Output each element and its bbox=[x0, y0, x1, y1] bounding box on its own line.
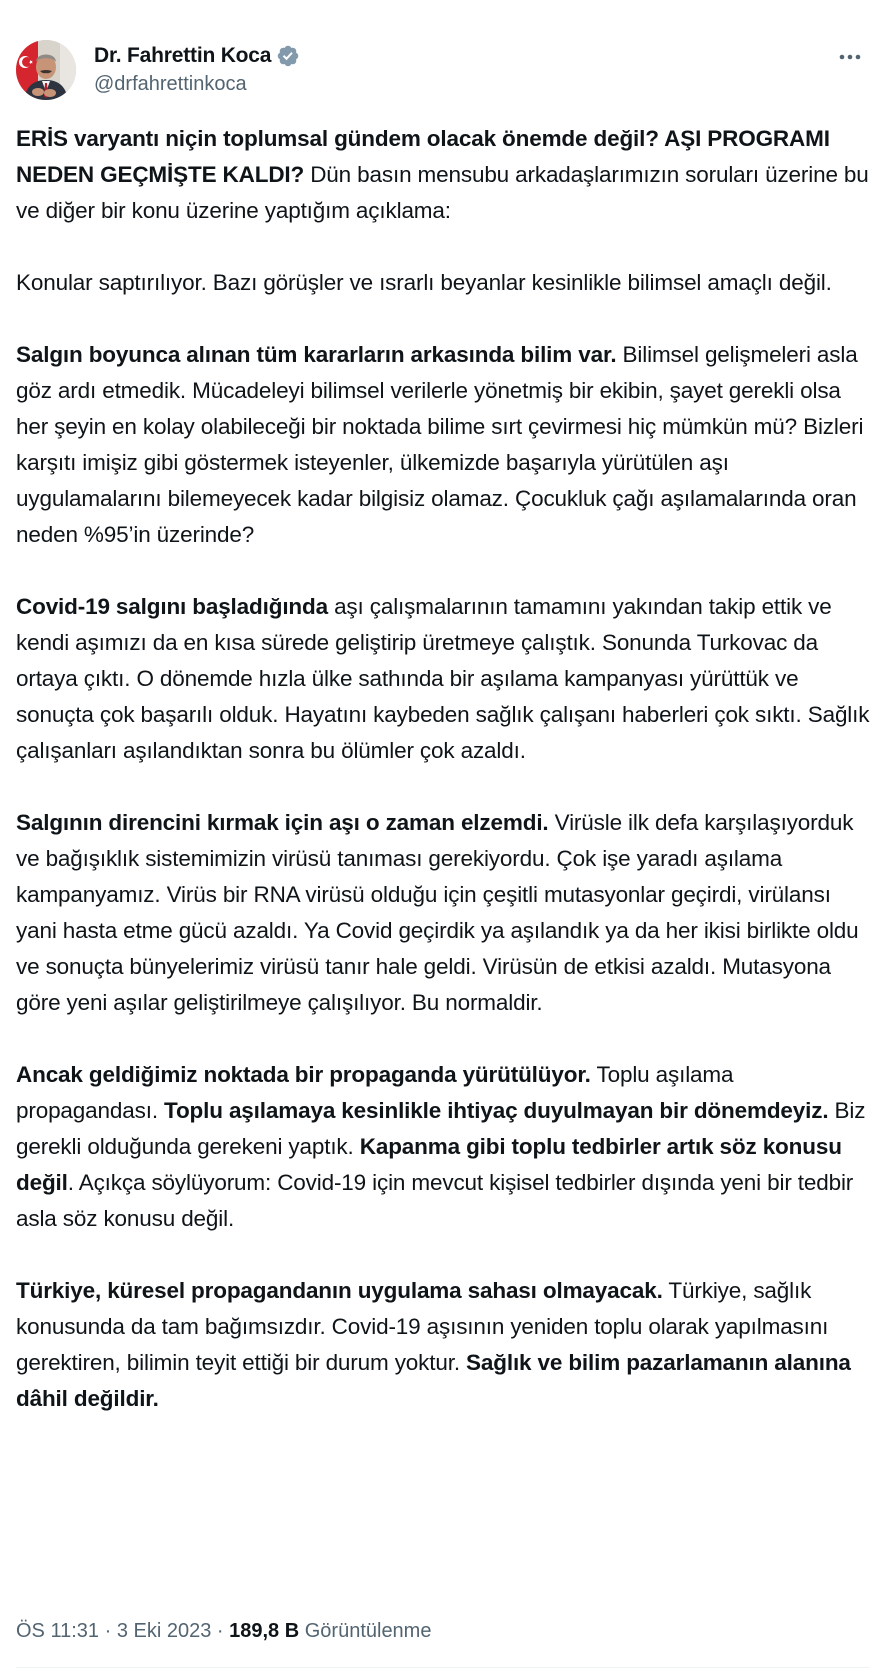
tweet-paragraph bbox=[16, 1273, 876, 1417]
handle[interactable]: @drfahrettinkoca bbox=[94, 73, 247, 95]
meta-separator: · bbox=[99, 1620, 117, 1642]
tweet-meta bbox=[16, 1620, 431, 1643]
display-name[interactable]: Dr. Fahrettin Koca bbox=[94, 44, 272, 67]
tweet-paragraph bbox=[16, 337, 876, 553]
text: Bilimsel gelişmeleri asla göz ardı etmedik. Mücadeleyi bilimsel verilerle yönetmiş bir ekibin, şayet gerekli olsa her şeyin en kolay olabileceği bir noktada bilime sırt çevirmesi hiç mümkün mü? Bizleri karşıtı imişiz gibi göstermek isteyenler, ülkemizde başarıyla yürütülen aşı uygulamalarını bilemeyecek kadar bilgisiz olamaz. Çocukluk çağı aşılamalarında oran neden %95’in üzerinde? bbox=[16, 342, 864, 547]
divider bbox=[16, 1667, 870, 1668]
text: . Açıkça söylüyorum: Covid-19 için mevcut kişisel tedbirler dışında yeni bir tedbir asla söz konusu değil. bbox=[16, 1170, 854, 1231]
bold-text: Toplu aşılamaya kesinlikle ihtiyaç duyulmayan bir dönemdeyiz. bbox=[164, 1098, 829, 1123]
views-label: Görüntülenme bbox=[299, 1620, 432, 1642]
avatar[interactable] bbox=[16, 40, 76, 100]
tweet-date[interactable]: 3 Eki 2023 bbox=[116, 1620, 212, 1642]
tweet-paragraph bbox=[16, 589, 876, 769]
text: aşı çalışmalarının tamamını yakından takip ettik ve kendi aşımızı da en kısa sürede geliştirip üretmeye çalıştık. Sonunda Turkovac da ortaya çıktı. O dönemde hızla ülke sathında bir aşılama kampanyası yürüttük ve sonuçta çok başarılı olduk. Hayatını kaybeden sağlık çalışanı haberleri çok sıktı. Sağlık çalışanları aşılandıktan sonra bu ölümler çok azaldı. bbox=[16, 594, 870, 763]
bold-text: Türkiye, küresel propagandanın uygulama sahası olmayacak. bbox=[16, 1278, 663, 1303]
text: Dün basın mensubu arkadaşlarımızın soruları üzerine bu ve diğer bir konu üzerine yaptığım açıklama: bbox=[16, 162, 869, 223]
meta-separator: · bbox=[211, 1620, 230, 1642]
text: Biz gerekli olduğunda gerekeni yaptık. bbox=[16, 1098, 866, 1159]
more-button[interactable] bbox=[830, 42, 870, 72]
more-horizontal-icon bbox=[838, 53, 862, 61]
text: Türkiye, sağlık konusunda da tam bağımsızdır. Covid-19 aşısının yeniden toplu olarak yapılmasını gerektiren, bilimin teyit ettiği bir durum yoktur. bbox=[16, 1278, 829, 1375]
bold-text: Kapanma gibi toplu tedbirler artık söz konusu değil bbox=[16, 1134, 842, 1195]
tweet-paragraph bbox=[16, 265, 876, 301]
text: Konular saptırılıyor. Bazı görüşler ve ısrarlı beyanlar kesinlikle bilimsel amaçlı değil. bbox=[16, 270, 832, 295]
tweet-paragraph bbox=[16, 1057, 876, 1237]
author-names bbox=[94, 42, 300, 96]
tweet-paragraph bbox=[16, 805, 876, 1021]
text: Virüsle ilk defa karşılaşıyorduk ve bağışıklık sistemimizin virüsü tanıması gerekiyordu. Çok işe yaradı aşılama kampanyamız. Virüs bir RNA virüsü olduğu için çeşitli mutasyonlar geçirdi, virülansı yani hasta etme gücü azaldı. Ya Covid geçirdik ya aşılandık ya da her ikisi birlikte oldu ve sonuçta bünyelerimiz virüsü tanır hale geldi. Virüsün de etkisi azaldı. Mutasyona göre yeni aşılar geliştirilmeye çalışılıyor. Bu normaldir. bbox=[16, 810, 859, 1015]
bold-text: Ancak geldiğimiz noktada bir propaganda yürütülüyor. bbox=[16, 1062, 591, 1087]
tweet-time[interactable]: ÖS 11:31 bbox=[16, 1620, 100, 1642]
bold-text: Sağlık ve bilim pazarlamanın alanına dâhil değildir. bbox=[16, 1350, 851, 1411]
display-name-row bbox=[94, 42, 300, 70]
text: Toplu aşılama propagandası. bbox=[16, 1062, 734, 1123]
profile-photo-icon bbox=[16, 40, 76, 100]
tweet-header bbox=[16, 40, 870, 100]
views-count: 189,8 B bbox=[229, 1620, 300, 1642]
bold-text: Salgın boyunca alınan tüm kararların arkasında bilim var. bbox=[16, 342, 617, 367]
tweet-text bbox=[16, 121, 876, 1417]
bold-text: Covid-19 salgını başladığında bbox=[16, 594, 328, 619]
bold-text: Salgının direncini kırmak için aşı o zaman elzemdi. bbox=[16, 810, 549, 835]
tweet-paragraph bbox=[16, 121, 876, 229]
bold-text: ERİS varyantı niçin toplumsal gündem olacak önemde değil? AŞI PROGRAMI NEDEN GEÇMİŞTE KALDI? bbox=[16, 126, 830, 187]
verified-badge-icon[interactable] bbox=[276, 44, 300, 68]
